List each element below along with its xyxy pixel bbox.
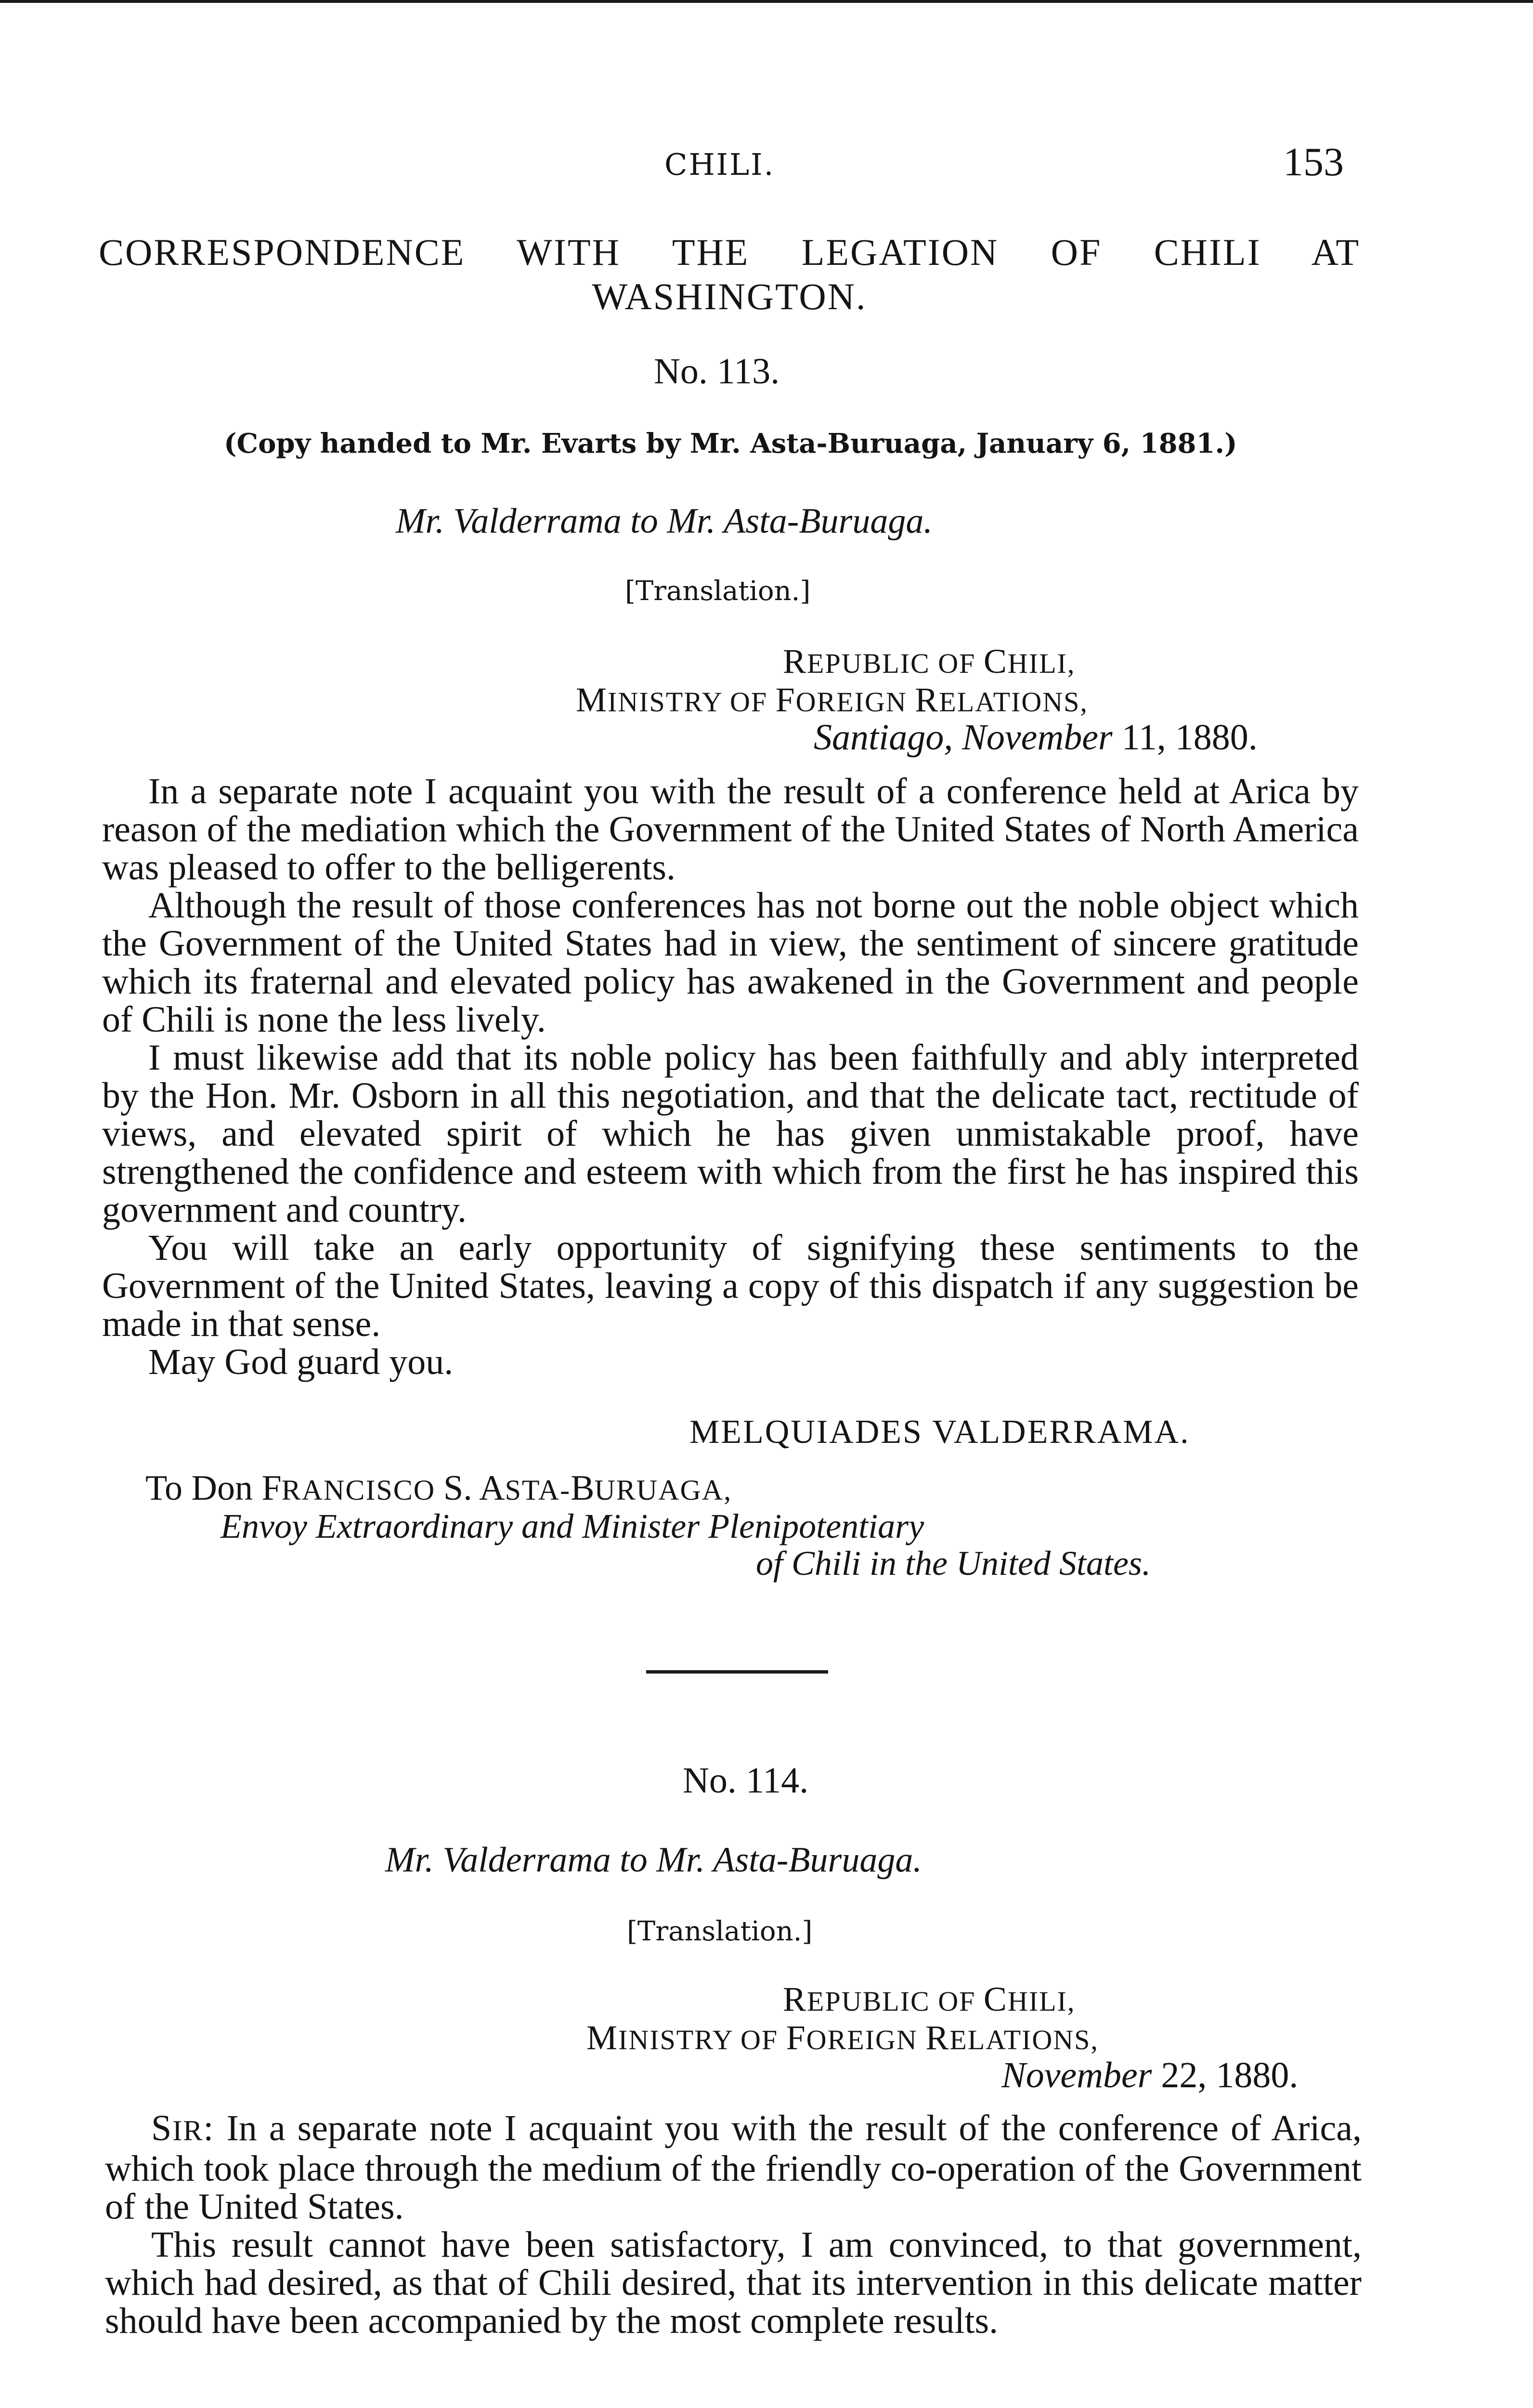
sc-cap: F [261,1468,282,1508]
paragraph-5: May God guard you. [148,1342,454,1382]
paragraph-3: I must likewise add that its noble policy has been faithfully and ably interpreted by the Hon. Mr. Osborn in all this negotiation, and that the delicate tact, rectitude of views, and elevated spirit of which he has given unmistakable proof, have strengthened the confidence and esteem with which from the first he has inspired this government and country. [102,1037,1359,1230]
date-line-113 [814,717,1258,759]
sc-cap: R [783,642,807,681]
sc-cap: C [983,1980,1008,2018]
sc-cap: R [915,681,939,719]
addressee-title-line1: Envoy Extraordinary and Minister Plenipotentiary [221,1507,924,1545]
sc-small: IR [172,2115,204,2146]
sc-cap: M [576,681,608,719]
addressee-113 [145,1468,732,1509]
sc-cap: S [151,2108,173,2148]
date-line-114 [1001,2055,1298,2096]
sc-small: EPUBLIC OF [807,1986,984,2017]
top-edge-rule [0,0,1533,3]
translation-note-114: [Translation.] [627,1916,813,1947]
copy-note: (Copy handed to Mr. Evarts by Mr. Asta-Buruaga, January 6, 1881.) [224,428,1237,459]
sc-small: INISTRY OF [608,686,776,718]
running-head: CHILI. [664,147,775,182]
signature-113: MELQUIADES VALDERRAMA. [689,1413,1190,1451]
sc-cap: B [571,1468,595,1508]
paragraph-1 [105,2109,1362,2226]
section-title-line1: CORRESPONDENCE WITH THE LEGATION OF CHILI AT [99,231,1360,273]
sc-small: RANCISCO [281,1474,444,1506]
sc-cap: R [783,1980,807,2018]
addressee-prefix: To Don [145,1468,262,1508]
sc-cap: R [925,2018,950,2057]
sc-small: INISTRY OF [618,2024,786,2055]
paragraph-2: This result cannot have been satisfactory, I am convinced, to that government, which had desired, as that of Chili desired, that its intervention in this delicate matter should have been accompanied by the most complete results. [105,2225,1362,2341]
sc-cap: M [586,2018,619,2057]
letter-body-113 [102,772,1359,1381]
document-number-114: No. 114. [683,1760,809,1801]
paragraph-2: Although the result of those conferences has not borne out the noble object which the Government of the United States had in view, the sentiment of sincere gratitude which its fraternal and elevated policy has awakened in the Government and people of Chili is none the less lively. [102,885,1359,1040]
date-rest: 11, 1880. [1112,717,1258,758]
section-divider [646,1670,828,1674]
sc-cap: C [983,642,1008,681]
sc-small: ELATIONS, [939,686,1088,718]
sc-small: OREIGN [806,2024,926,2055]
sc-small: OREIGN [795,686,915,718]
sc-cap: S. A [443,1468,505,1508]
sc-small: HILI, [1007,648,1076,679]
sender-country-114 [783,1979,1075,2019]
paragraph-1: In a separate note I acquaint you with the result of a conference held at Arica by reason of the mediation which the Government of the United States of North America was pleased to offer to the belligerents. [102,771,1359,888]
addressee-title-line2: of Chili in the United States. [756,1544,1151,1583]
sc-small: STA- [505,1474,571,1506]
sc-small: ELATIONS, [949,2024,1099,2055]
section-title-line2: WASHINGTON. [592,275,867,317]
page-number: 153 [1283,140,1344,184]
sc-small: HILI, [1007,1986,1076,2017]
salutation-colon: : [203,2108,215,2148]
letter-heading-114: Mr. Valderrama to Mr. Asta-Buruaga. [385,1840,922,1880]
paragraph-4: You will take an early opportunity of signifying these sentiments to the Government of the United States, leaving a copy of this dispatch if any suggestion be made in that sense. [102,1228,1359,1344]
sender-ministry-114 [586,2018,1099,2058]
translation-note-113: [Translation.] [625,576,811,607]
sender-country-113 [783,641,1075,681]
date-rest: 22, 1880. [1152,2055,1299,2095]
letter-heading-113: Mr. Valderrama to Mr. Asta-Buruaga. [396,501,933,541]
sender-ministry-113 [576,680,1088,720]
sc-small: URUAGA, [594,1474,732,1506]
sc-cap: F [775,681,796,719]
section-title [99,230,1360,319]
sc-small: EPUBLIC OF [807,648,984,679]
letter-body-114 [105,2109,1362,2340]
date-place: Santiago, November [814,717,1113,758]
paragraph-1-text: In a separate note I acquaint you with the result of the conference of Arica, which took place through the medium of the friendly co-operation of the Government of the United States. [105,2108,1362,2227]
document-number-113: No. 113. [654,351,780,392]
date-month: November [1001,2055,1152,2095]
sc-cap: F [786,2018,806,2057]
salutation [151,2108,214,2148]
